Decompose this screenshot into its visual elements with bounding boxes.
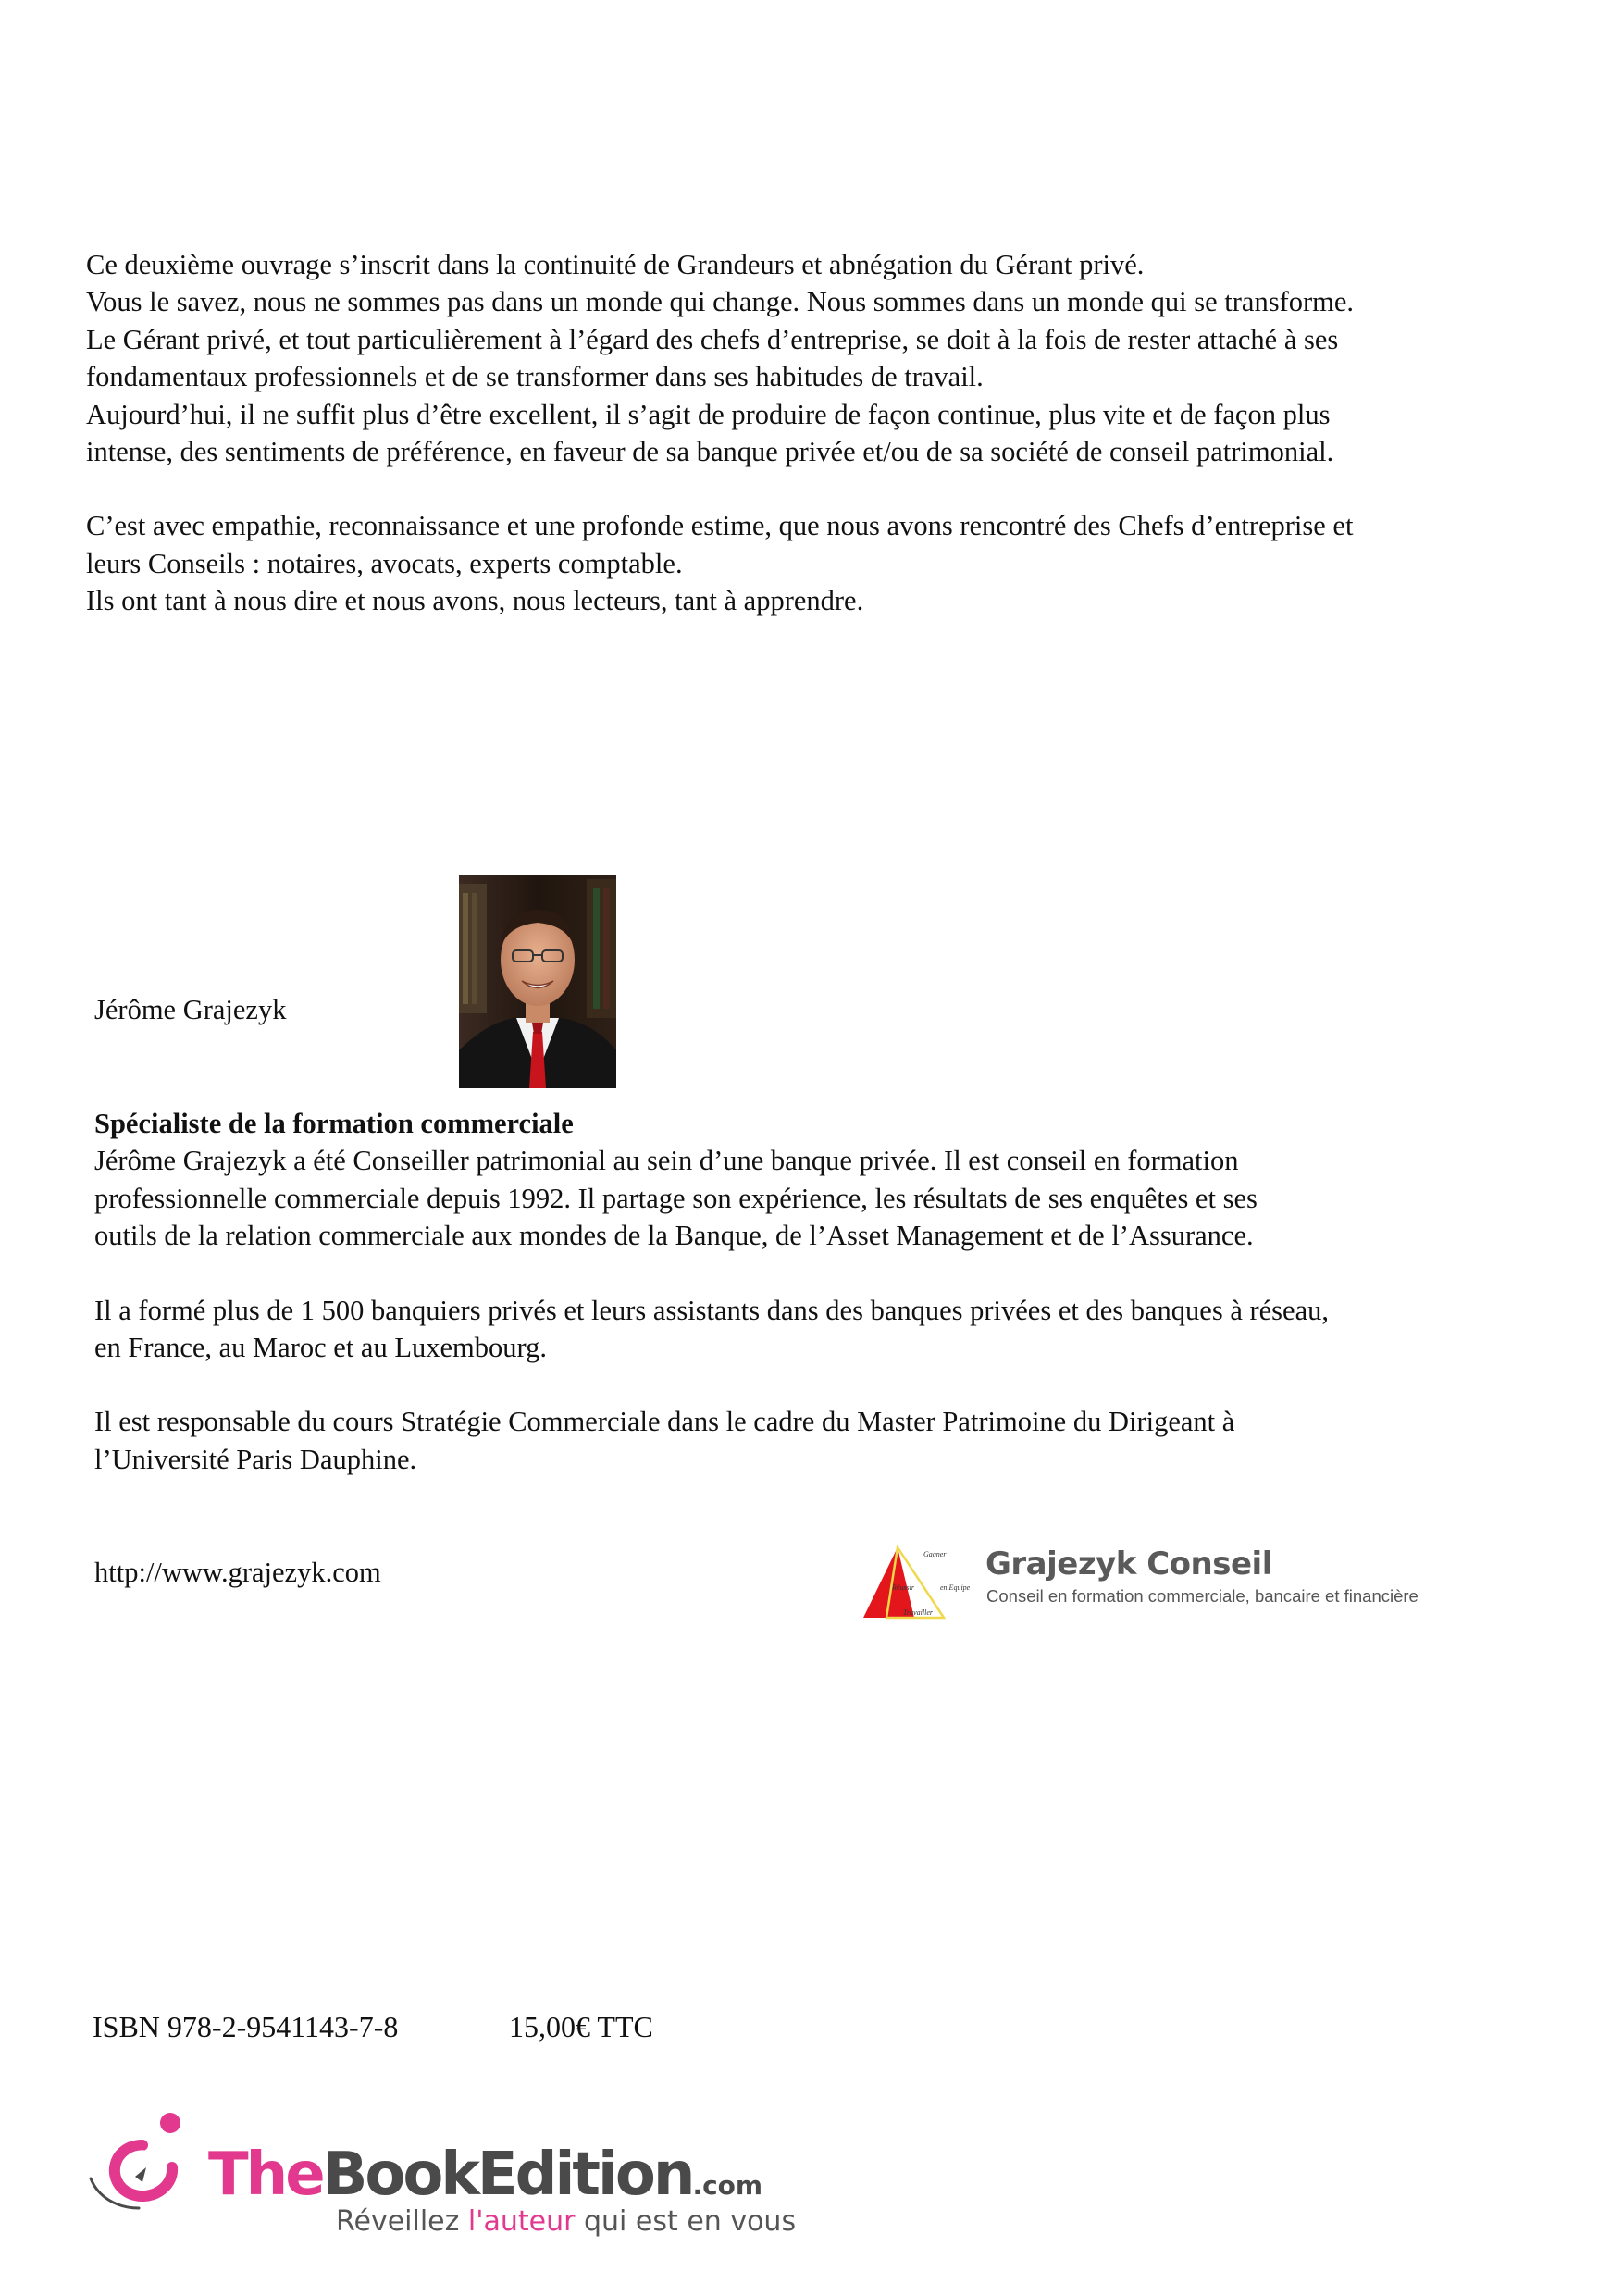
intro-line: leurs Conseils : notaires, avocats, experts comptable. <box>86 547 683 579</box>
bio-line: Jérôme Grajezyk a été Conseiller patrimonial au sein d’une banque privée. Il est conseil en formation <box>94 1145 1239 1177</box>
intro-text <box>86 246 1530 620</box>
tagline-before: Réveillez <box>336 2205 468 2238</box>
website-link[interactable]: http://www.grajezyk.com <box>94 1557 381 1588</box>
intro-line: Le Gérant privé, et tout particulièrement à l’égard des chefs d’entreprise, se doit à la fois de rester attaché à ses <box>86 323 1339 355</box>
bio-line: Il est responsable du cours Stratégie Commerciale dans le cadre du Master Patrimoine du Dirigeant à <box>94 1406 1235 1438</box>
grajezyk-logo-tagline: Conseil en formation commerciale, bancaire et financière <box>986 1586 1419 1606</box>
bio-line: professionnelle commerciale depuis 1992. Il partage son expérience, les résultats de ses enquêtes et ses <box>94 1182 1258 1214</box>
bio-line: Il a formé plus de 1 500 banquiers privés et leurs assistants dans des banques privées et des banques à réseau, <box>94 1294 1330 1326</box>
tagline-after: qui est en vous <box>575 2205 797 2238</box>
thebookedition-tagline <box>336 2205 796 2238</box>
isbn: ISBN 978-2-9541143-7-8 <box>93 2010 399 2043</box>
bio-line: outils de la relation commerciale aux mondes de la Banque, de l’Asset Management et de l’Assurance. <box>94 1220 1254 1252</box>
intro-line: Ils ont tant à nous dire et nous avons, nous lecteurs, tant à apprendre. <box>86 585 864 617</box>
author-name: Jérôme Grajezyk <box>94 994 287 1025</box>
wordmark-the: The <box>208 2141 323 2209</box>
thebookedition-logo-icon <box>85 2103 201 2218</box>
wordmark-bookedition: BookEdition <box>322 2141 693 2209</box>
triangle-word: Travailler <box>903 1608 934 1617</box>
intro-line: intense, des sentiments de préférence, en faveur de sa banque privée et/ou de sa société de conseil patrimonial. <box>86 436 1334 468</box>
intro-line: C’est avec empathie, reconnaissance et une profonde estime, que nous avons rencontré des Chefs d’entreprise et <box>86 510 1354 542</box>
intro-line: Aujourd’hui, il ne suffit plus d’être excellent, il s’agit de produire de façon continue, plus vite et de façon plus <box>86 398 1331 430</box>
intro-line: fondamentaux professionnels et de se transformer dans ses habitudes de travail. <box>86 361 984 393</box>
triangle-word: en Equipe <box>940 1583 971 1592</box>
bio-line: l’Université Paris Dauphine. <box>94 1443 417 1475</box>
author-bio <box>94 1105 1501 1478</box>
grajezyk-logo-name: Grajezyk Conseil <box>985 1545 1272 1582</box>
intro-line: Ce deuxième ouvrage s’inscrit dans la continuité de Grandeurs et abnégation du Gérant privé. <box>86 249 1145 280</box>
thebookedition-wordmark <box>208 2141 763 2209</box>
price: 15,00€ TTC <box>509 2010 653 2043</box>
bio-title: Spécialiste de la formation commerciale <box>94 1108 574 1139</box>
intro-line: Vous le savez, nous ne sommes pas dans un monde qui change. Nous sommes dans un monde qui se transforme. <box>86 286 1355 318</box>
wordmark-com: .com <box>692 2170 763 2201</box>
bio-line: en France, au Maroc et au Luxembourg. <box>94 1332 547 1364</box>
tagline-highlight: l'auteur <box>467 2205 576 2238</box>
triangle-word: Gagner <box>923 1550 947 1558</box>
triangle-word: Réussir <box>892 1583 914 1592</box>
author-photo <box>459 875 616 1088</box>
